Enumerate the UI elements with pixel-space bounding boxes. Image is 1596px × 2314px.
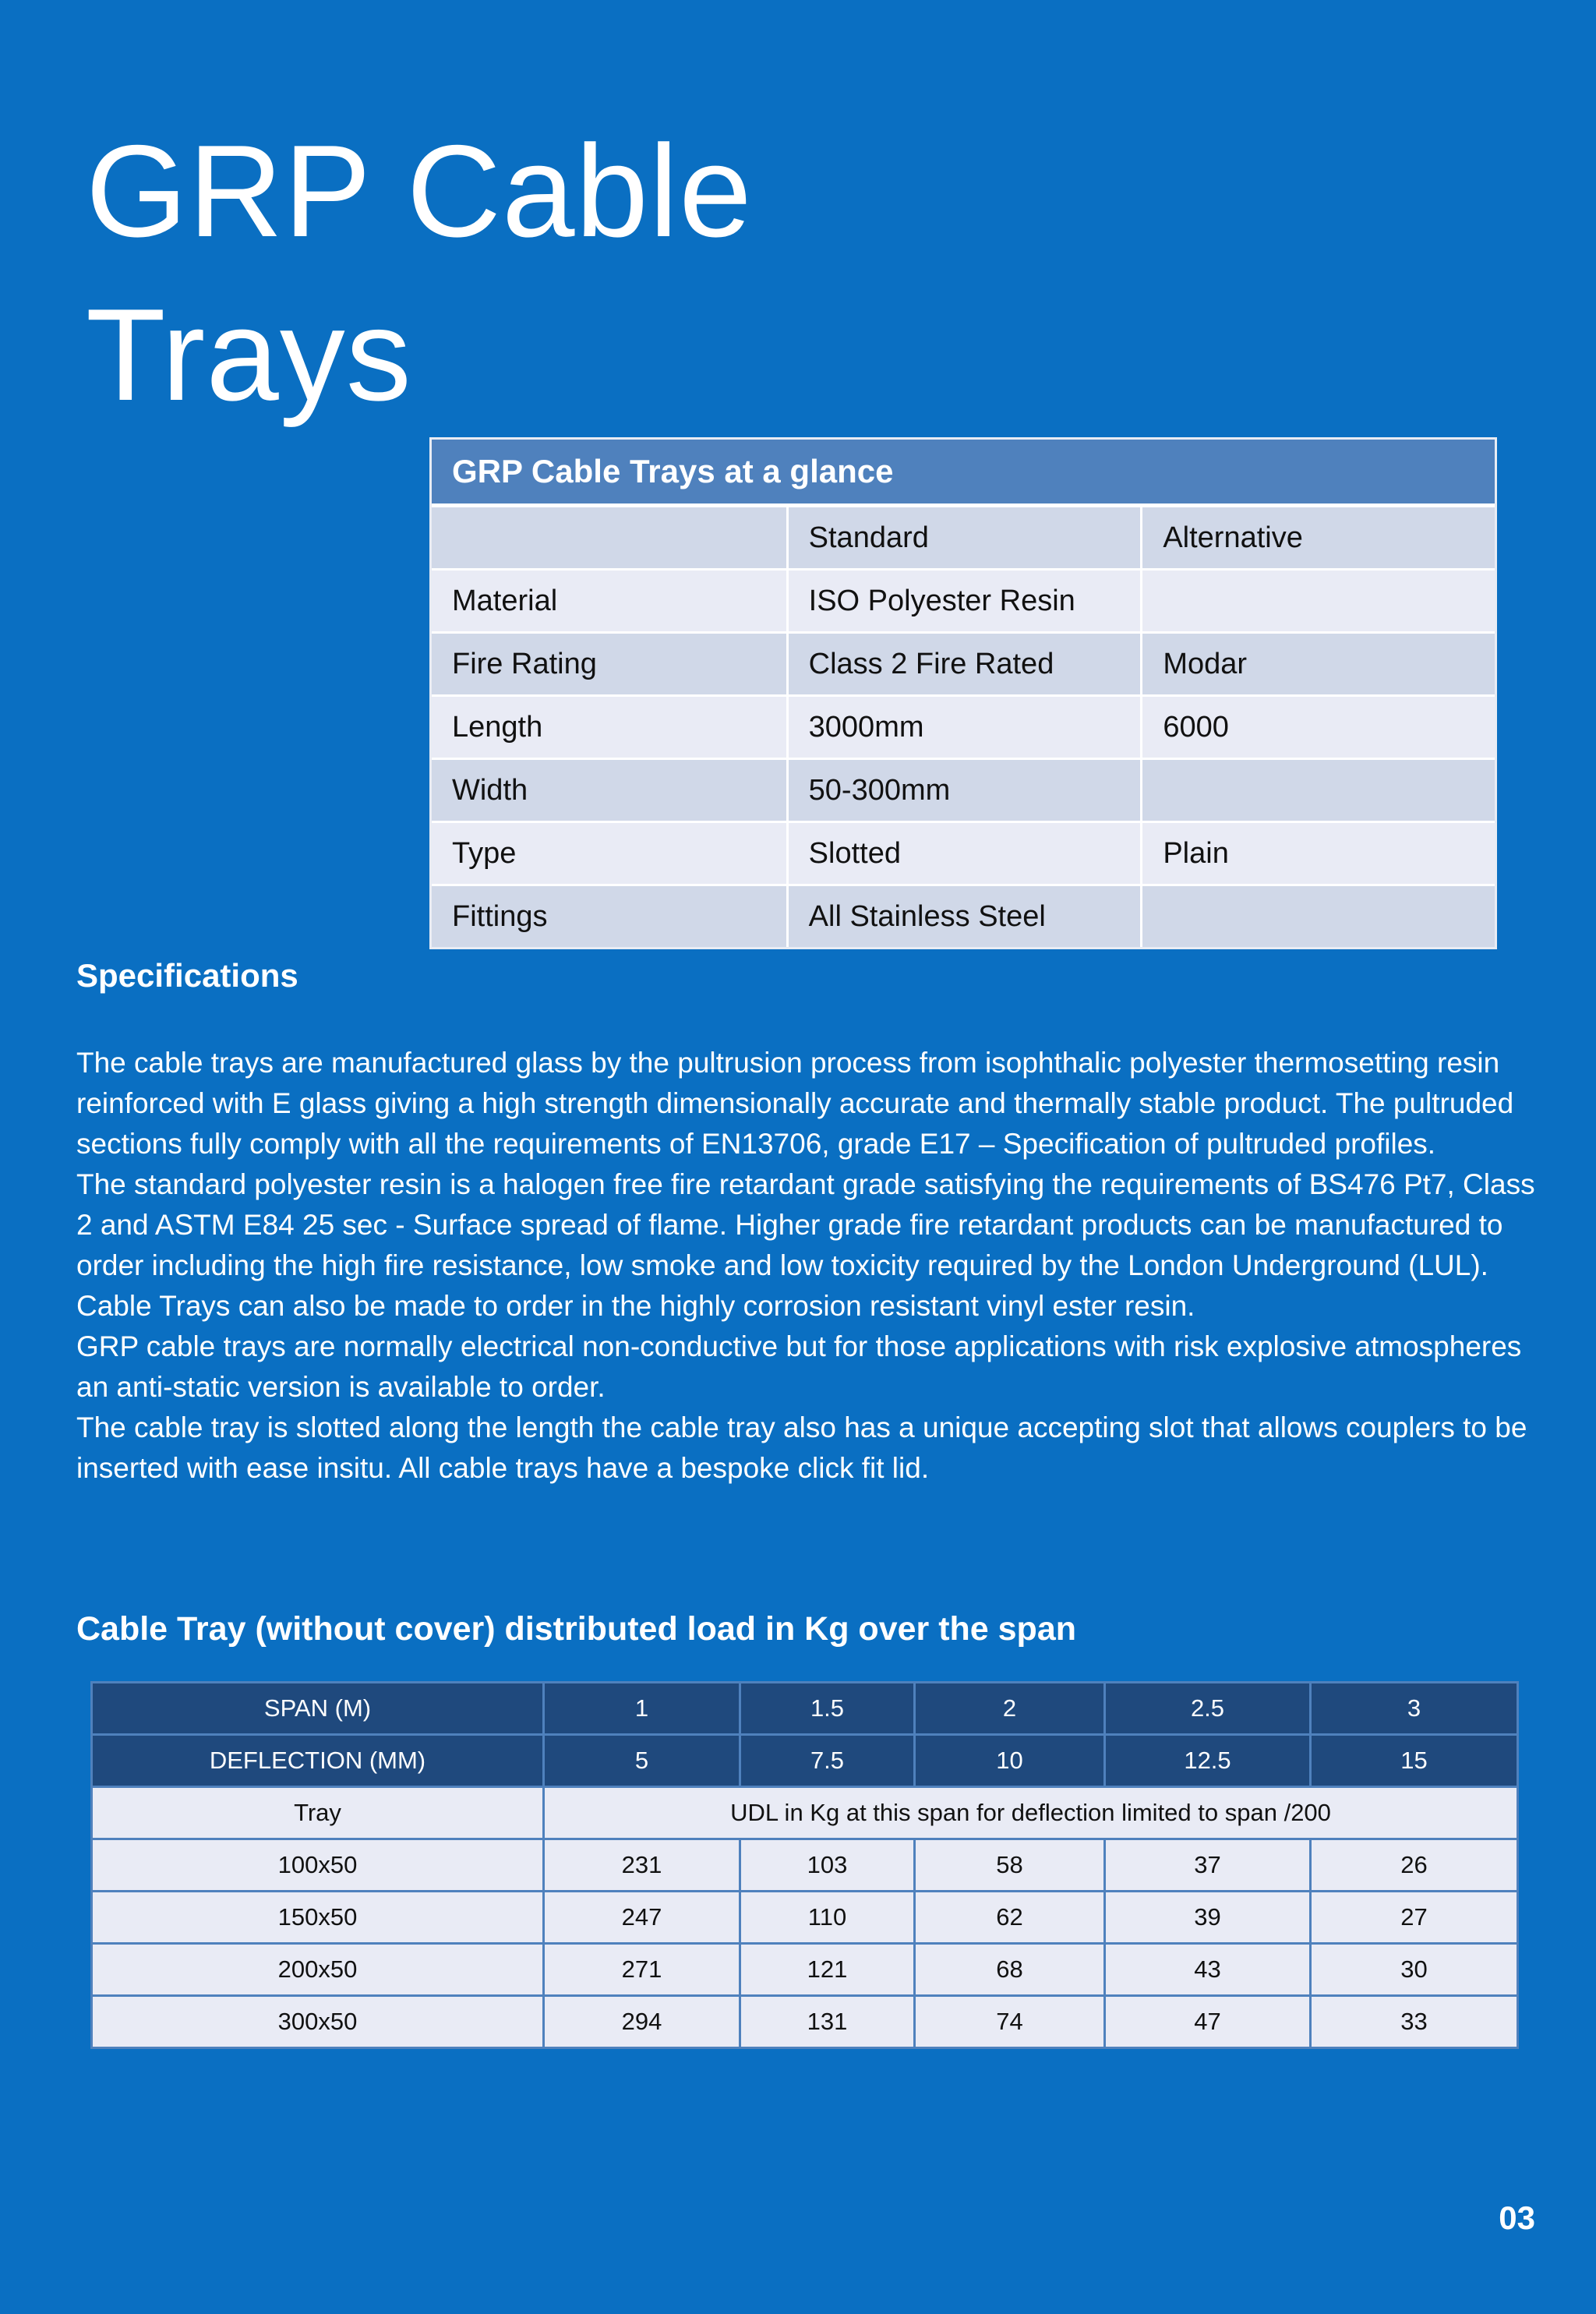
load-value: 43 <box>1105 1944 1311 1996</box>
span-label: SPAN (M) <box>92 1683 544 1735</box>
load-value: 68 <box>915 1944 1105 1996</box>
page-title-line-1: GRP Cable <box>86 118 753 264</box>
load-value: 294 <box>544 1996 740 2048</box>
load-value: 33 <box>1311 1996 1518 2048</box>
span-row <box>92 1683 1518 1735</box>
specifications-paragraph: The cable tray is slotted along the length the cable tray also has a unique accepting slot that allows couplers to be inserted with ease insitu. All cable trays have a bespoke click fit lid. <box>76 1411 1527 1484</box>
table-row <box>92 1892 1518 1944</box>
glance-cell: Slotted <box>786 823 1141 884</box>
glance-cell: Plain <box>1140 823 1495 884</box>
glance-cell: Width <box>452 774 528 807</box>
glance-cell: 6000 <box>1140 697 1495 758</box>
glance-cell: Type <box>452 837 517 870</box>
span-value: 1.5 <box>740 1683 915 1735</box>
glance-cell: Class 2 Fire Rated <box>786 634 1141 694</box>
at-a-glance-heading: GRP Cable Trays at a glance <box>432 440 1495 507</box>
glance-row <box>432 694 1495 758</box>
load-value: 74 <box>915 1996 1105 2048</box>
deflection-value: 7.5 <box>740 1735 915 1787</box>
table-row <box>92 1996 1518 2048</box>
load-value: 271 <box>544 1944 740 1996</box>
specifications-body <box>76 1043 1557 1489</box>
glance-cell: Material <box>452 585 558 617</box>
glance-cell: 3000mm <box>786 697 1141 758</box>
glance-row <box>432 507 1495 568</box>
load-table <box>90 1681 1519 2049</box>
load-table-heading: Cable Tray (without cover) distributed load in Kg over the span <box>76 1610 1077 1648</box>
deflection-row <box>92 1735 1518 1787</box>
glance-cell: All Stainless Steel <box>786 886 1141 947</box>
deflection-value: 10 <box>915 1735 1105 1787</box>
glance-cell: Fire Rating <box>452 648 597 680</box>
glance-cell <box>1140 886 1495 947</box>
span-value: 2 <box>915 1683 1105 1735</box>
load-value: 110 <box>740 1892 915 1944</box>
load-value: 121 <box>740 1944 915 1996</box>
span-value: 2.5 <box>1105 1683 1311 1735</box>
tray-size: 100x50 <box>92 1839 544 1892</box>
load-value: 26 <box>1311 1839 1518 1892</box>
specifications-paragraph: GRP cable trays are normally electrical non-conductive but for those applications with risk explosive atmospheres an anti-static version is available to order. <box>76 1330 1522 1403</box>
glance-cell: ISO Polyester Resin <box>786 571 1141 631</box>
load-value: 47 <box>1105 1996 1311 2048</box>
load-value: 58 <box>915 1839 1105 1892</box>
span-value: 1 <box>544 1683 740 1735</box>
at-a-glance-rows <box>432 507 1495 947</box>
glance-cell: Length <box>452 711 543 744</box>
tray-size: 150x50 <box>92 1892 544 1944</box>
load-value: 39 <box>1105 1892 1311 1944</box>
page-title-line-2: Trays <box>86 281 412 428</box>
load-value: 62 <box>915 1892 1105 1944</box>
glance-cell <box>1140 760 1495 821</box>
load-value: 231 <box>544 1839 740 1892</box>
glance-cell: Modar <box>1140 634 1495 694</box>
glance-cell: Standard <box>786 507 1141 568</box>
page-number: 03 <box>1499 2199 1535 2236</box>
glance-row <box>432 821 1495 884</box>
deflection-value: 5 <box>544 1735 740 1787</box>
specifications-paragraph: The standard polyester resin is a halogen free fire retardant grade satisfying the requirements of BS476 Pt7, Class 2 and ASTM E84 25 sec - Surface spread of flame. Higher grade fire retardant products can be manufactured to order including the high fire resistance, low smoke and low toxicity required by the London Underground (LUL). Cable Trays can also be made to order in the highly corrosion resistant vinyl ester resin. <box>76 1168 1535 1322</box>
glance-cell: 50-300mm <box>786 760 1141 821</box>
glance-cell: Alternative <box>1140 507 1495 568</box>
span-value: 3 <box>1311 1683 1518 1735</box>
load-value: 30 <box>1311 1944 1518 1996</box>
load-value: 103 <box>740 1839 915 1892</box>
glance-cell <box>1140 571 1495 631</box>
glance-row <box>432 568 1495 631</box>
glance-cell: Fittings <box>452 900 548 933</box>
load-value: 37 <box>1105 1839 1311 1892</box>
table-row <box>92 1944 1518 1996</box>
glance-row <box>432 884 1495 947</box>
udl-label: UDL in Kg at this span for deflection limited to span /200 <box>544 1787 1518 1839</box>
table-row <box>92 1839 1518 1892</box>
load-value: 247 <box>544 1892 740 1944</box>
glance-cell <box>432 507 786 568</box>
deflection-label: DEFLECTION (MM) <box>92 1735 544 1787</box>
load-value: 131 <box>740 1996 915 2048</box>
glance-row <box>432 758 1495 821</box>
deflection-value: 12.5 <box>1105 1735 1311 1787</box>
specifications-paragraph: The cable trays are manufactured glass by the pultrusion process from isophthalic polyester thermosetting resin reinforced with E glass giving a high strength dimensionally accurate and thermally stable product. The pultruded sections fully comply with all the requirements of EN13706, grade E17 – Specification of pultruded profiles. <box>76 1047 1514 1160</box>
specifications-heading: Specifications <box>76 957 298 994</box>
tray-label: Tray <box>92 1787 544 1839</box>
udl-caption-row <box>92 1787 1518 1839</box>
deflection-value: 15 <box>1311 1735 1518 1787</box>
page-title <box>86 109 753 436</box>
tray-size: 300x50 <box>92 1996 544 2048</box>
glance-row <box>432 631 1495 694</box>
at-a-glance-table <box>429 437 1497 949</box>
load-value: 27 <box>1311 1892 1518 1944</box>
tray-size: 200x50 <box>92 1944 544 1996</box>
